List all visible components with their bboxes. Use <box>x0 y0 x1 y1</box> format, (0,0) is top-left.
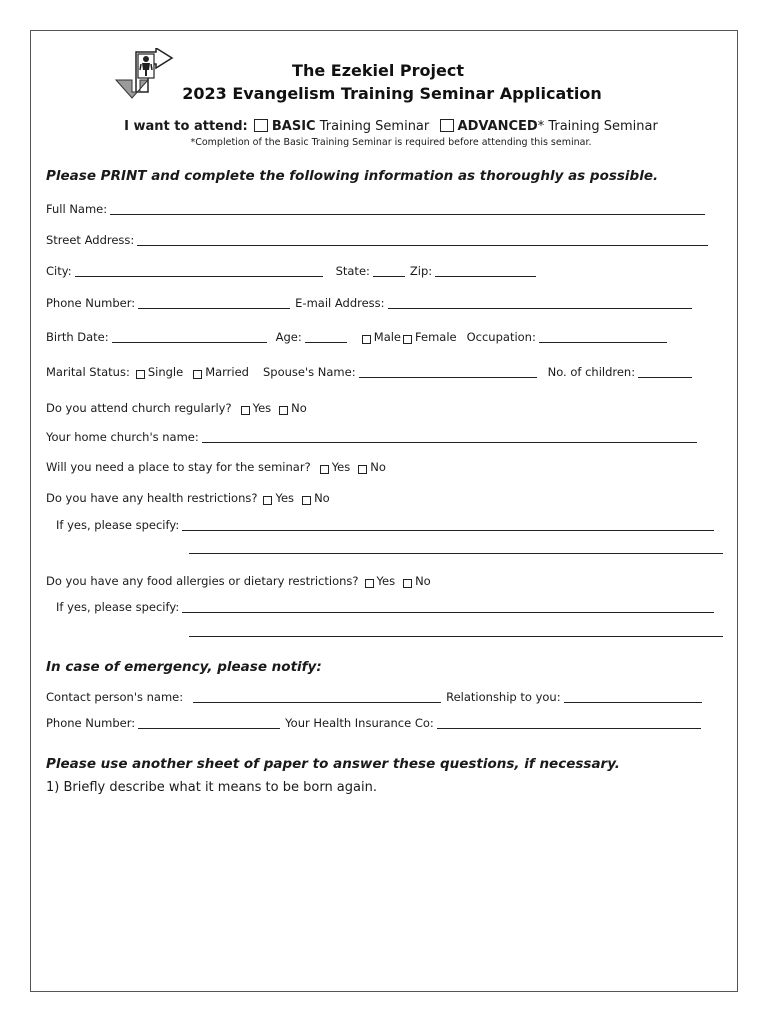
marital-label: Marital Status: <box>46 365 130 379</box>
attend-line <box>6 119 770 134</box>
prerequisite-note: *Completion of the Basic Training Seminar is required before attending this seminar. <box>190 137 592 148</box>
health-specify-label: If yes, please specify: <box>56 518 180 532</box>
food-specify-field-2[interactable] <box>189 636 723 637</box>
female-checkbox[interactable] <box>403 335 412 344</box>
phone-field[interactable] <box>138 298 290 309</box>
marital-row <box>46 365 697 379</box>
single-label: Single <box>147 365 184 379</box>
advanced-label-rest: * Training Seminar <box>537 119 658 134</box>
contact-field[interactable] <box>193 692 441 703</box>
attend-prefix: I want to attend: <box>124 119 248 134</box>
health-no-checkbox[interactable] <box>302 496 311 505</box>
church-row <box>46 401 307 415</box>
full-name-label: Full Name: <box>46 202 108 216</box>
state-label: State: <box>335 264 370 278</box>
form-subtitle: 2023 Evangelism Training Seminar Application <box>182 84 602 103</box>
stay-no-label: No <box>370 460 386 474</box>
relationship-field[interactable] <box>564 692 702 703</box>
birth-date-label: Birth Date: <box>46 330 109 344</box>
relationship-label: Relationship to you: <box>446 690 561 704</box>
basic-checkbox[interactable] <box>254 119 268 132</box>
zip-label: Zip: <box>409 264 433 278</box>
instructions-heading: Please PRINT and complete the following information as thoroughly as possible. <box>46 168 659 184</box>
questions-heading: Please use another sheet of paper to answer these questions, if necessary. <box>46 756 620 772</box>
zip-field[interactable] <box>435 266 536 277</box>
emergency-phone-field[interactable] <box>138 718 280 729</box>
advanced-checkbox[interactable] <box>440 119 454 132</box>
food-no-checkbox[interactable] <box>403 579 412 588</box>
insurance-label: Your Health Insurance Co: <box>285 716 434 730</box>
contact-row <box>46 690 707 704</box>
question-1-answer-area[interactable] <box>46 806 726 982</box>
age-label: Age: <box>275 330 302 344</box>
stay-yes-checkbox[interactable] <box>320 465 329 474</box>
phone-label: Phone Number: <box>46 296 136 310</box>
form-title: The Ezekiel Project <box>292 61 464 80</box>
food-question: Do you have any food allergies or dietary restrictions? <box>46 574 359 588</box>
home-church-field[interactable] <box>202 432 697 443</box>
emergency-phone-row <box>46 716 706 730</box>
occupation-field[interactable] <box>539 332 667 343</box>
health-question: Do you have any health restrictions? <box>46 491 258 505</box>
health-no-label: No <box>314 491 330 505</box>
city-field[interactable] <box>75 266 323 277</box>
health-row <box>46 491 330 505</box>
spouse-field[interactable] <box>359 367 537 378</box>
street-field[interactable] <box>137 235 708 246</box>
emergency-heading: In case of emergency, please notify: <box>46 659 322 675</box>
insurance-field[interactable] <box>437 718 701 729</box>
health-specify-field[interactable] <box>182 520 714 531</box>
city-row <box>46 264 541 278</box>
food-no-label: No <box>415 574 431 588</box>
birth-date-field[interactable] <box>112 332 267 343</box>
email-field[interactable] <box>388 298 692 309</box>
food-yes-label: Yes <box>376 574 396 588</box>
female-label: Female <box>415 330 457 344</box>
home-church-row <box>46 430 702 444</box>
stay-yes-label: Yes <box>331 460 351 474</box>
advanced-label: ADVANCED <box>457 119 538 134</box>
male-checkbox[interactable] <box>362 335 371 344</box>
health-specify-row <box>56 518 719 532</box>
full-name-row <box>46 202 710 216</box>
food-specify-row <box>56 600 719 614</box>
basic-label-rest: Training Seminar <box>315 119 430 134</box>
children-label: No. of children: <box>547 365 636 379</box>
home-church-label: Your home church's name: <box>46 430 199 444</box>
church-no-label: No <box>291 401 307 415</box>
married-checkbox[interactable] <box>193 370 202 379</box>
phone-row <box>46 296 697 310</box>
food-specify-label: If yes, please specify: <box>56 600 180 614</box>
contact-label: Contact person's name: <box>46 690 184 704</box>
church-yes-label: Yes <box>252 401 272 415</box>
occupation-label: Occupation: <box>466 330 536 344</box>
food-yes-checkbox[interactable] <box>365 579 374 588</box>
health-yes-checkbox[interactable] <box>263 496 272 505</box>
email-label: E-mail Address: <box>295 296 385 310</box>
food-row <box>46 574 431 588</box>
street-row <box>46 233 713 247</box>
church-no-checkbox[interactable] <box>279 406 288 415</box>
food-specify-field[interactable] <box>182 602 714 613</box>
birth-row <box>46 330 672 344</box>
emergency-phone-label: Phone Number: <box>46 716 136 730</box>
stay-question: Will you need a place to stay for the seminar? <box>46 460 311 474</box>
question-1: 1) Briefly describe what it means to be born again. <box>46 780 377 795</box>
church-yes-checkbox[interactable] <box>241 406 250 415</box>
spouse-label: Spouse's Name: <box>262 365 356 379</box>
health-yes-label: Yes <box>275 491 295 505</box>
church-question: Do you attend church regularly? <box>46 401 232 415</box>
children-field[interactable] <box>638 367 692 378</box>
street-label: Street Address: <box>46 233 135 247</box>
stay-row <box>46 460 386 474</box>
male-label: Male <box>373 330 402 344</box>
full-name-field[interactable] <box>110 204 705 215</box>
basic-label: BASIC <box>271 119 316 134</box>
state-field[interactable] <box>373 266 405 277</box>
married-label: Married <box>205 365 249 379</box>
city-label: City: <box>46 264 72 278</box>
stay-no-checkbox[interactable] <box>358 465 367 474</box>
age-field[interactable] <box>305 332 347 343</box>
single-checkbox[interactable] <box>136 370 145 379</box>
health-specify-field-2[interactable] <box>189 553 723 554</box>
